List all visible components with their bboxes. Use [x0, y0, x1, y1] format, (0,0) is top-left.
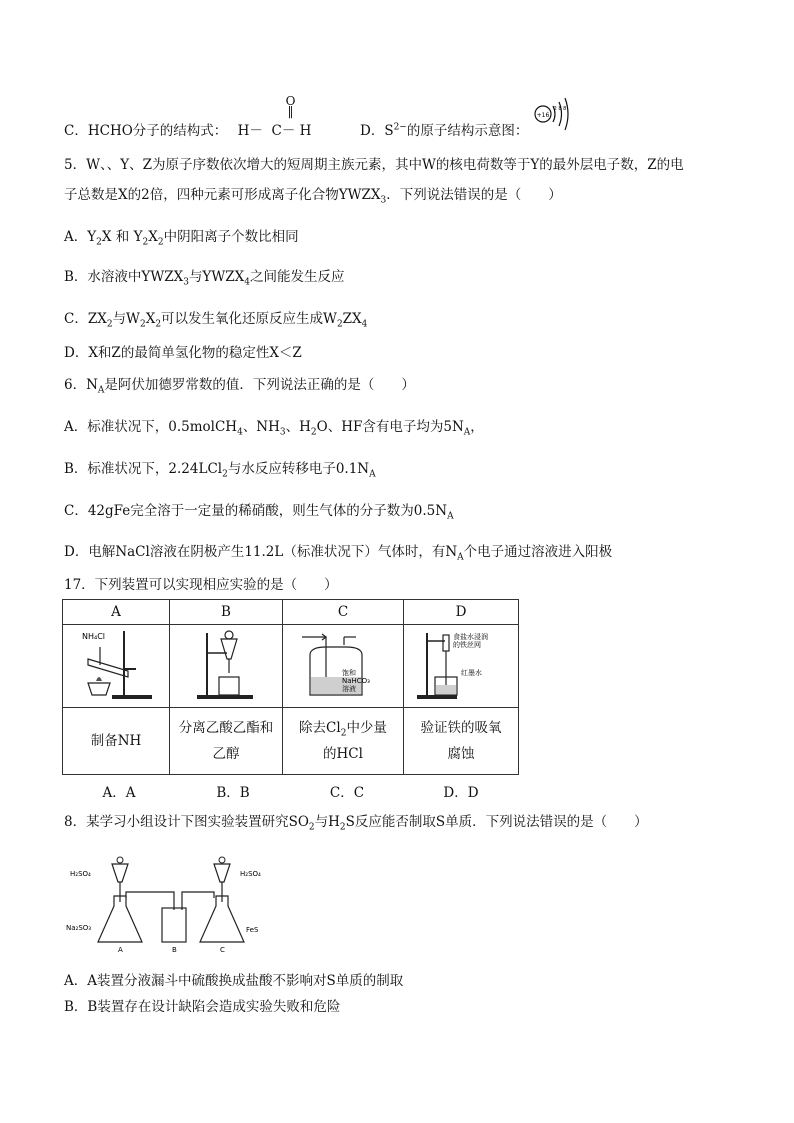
svg-text:红墨水: 红墨水 — [461, 669, 482, 677]
q5-option-a: A．$Y_2X$ 和 $Y_2X_2$中阴阳离子个数比相同 — [64, 229, 299, 248]
separatory-funnel-figure — [173, 625, 279, 703]
sulfide-ion-structure-icon — [533, 96, 573, 132]
svg-text:C: C — [220, 946, 225, 954]
svg-text:A: A — [118, 946, 123, 954]
q6-option-c: C．42gFe完全溶于一定量的稀硝酸，则生气体的分子数为$0.5N_A$ — [64, 503, 454, 522]
table-header-c: C — [283, 600, 404, 625]
q8-apparatus-figure — [62, 852, 282, 958]
carbonyl-oxygen: O ‖ — [285, 94, 296, 118]
iron-corrosion-figure — [407, 625, 515, 703]
svg-text:食盐水浸润: 食盐水浸润 — [453, 633, 488, 641]
q5-stem-line2: 子总数是X的2倍，四种元素可形成离子化合物$YWZX_3$．下列说法错误的是（ ） — [64, 187, 562, 206]
q5-option-d: D．X和Z的最简单氢化物的稳定性X＜Z — [64, 345, 302, 361]
svg-text:Na₂SO₃: Na₂SO₃ — [66, 924, 92, 932]
q4-option-d: D．$S^{2-}$的原子结构示意图： — [360, 122, 529, 139]
svg-text:2 8 8: 2 8 8 — [553, 106, 567, 112]
q6-option-b: B．标准状况下，2.24LCl$_2$与水反应转移电子$0.1N_A$ — [64, 461, 376, 480]
svg-text:的铁丝网: 的铁丝网 — [453, 641, 481, 649]
q8-option-b: B．B装置存在设计缺陷会造成实验失败和危险 — [64, 999, 341, 1015]
figure-cell-c — [283, 625, 404, 708]
cell-c-text: 除去$Cl_2$中少量 的HCl — [283, 708, 404, 775]
gas-washing-bottle-figure — [286, 625, 400, 703]
q6-option-a: A．标准状况下，0.5molCH$_4$、$NH_3$、$H_2O$、HF含有电子均为$5N_A$， — [64, 419, 484, 438]
svg-text:NH₄Cl: NH₄Cl — [82, 632, 106, 641]
q7-option-b: B．B — [216, 785, 250, 801]
figure-cell-a — [63, 625, 170, 708]
svg-text:溶液: 溶液 — [342, 685, 356, 693]
q7-options — [62, 781, 518, 801]
table-header-a: A — [63, 600, 170, 625]
q8-option-a: A．A装置分液漏斗中硫酸换成盐酸不影响对S单质的制取 — [64, 973, 404, 989]
svg-text:饱和: 饱和 — [342, 669, 356, 677]
svg-text:H₂SO₄: H₂SO₄ — [70, 870, 91, 878]
table-figure-row — [63, 625, 519, 708]
table-text-row — [63, 708, 519, 775]
q7-option-c: C．C — [329, 785, 365, 801]
cell-d-text: 验证铁的吸氧 腐蚀 — [404, 708, 519, 775]
q7-apparatus-table — [62, 599, 519, 775]
figure-cell-b — [170, 625, 283, 708]
cell-a-text: 制备NH — [63, 708, 170, 775]
q7-stem: 17．下列装置可以实现相应实验的是（ ） — [64, 577, 338, 593]
svg-text:H₂SO₄: H₂SO₄ — [240, 870, 261, 878]
svg-text:NaHCO₃: NaHCO₃ — [342, 677, 370, 685]
table-header-row — [63, 600, 519, 625]
table-header-d: D — [404, 600, 519, 625]
q5-stem-line1: 5．W、、Y、Z为原子序数依次增大的短周期主族元素，其中W的核电荷数等于Y的最外层电子数，Z的电 — [64, 157, 684, 173]
figure-cell-d — [404, 625, 519, 708]
hcho-structural-formula: O ‖ H－ C－ H — [237, 94, 312, 139]
q7-option-a: A．A — [102, 785, 136, 801]
q6-stem: 6．$N_A$是阿伏加德罗常数的值．下列说法正确的是（ ） — [64, 377, 415, 396]
q5-option-b: B．水溶液中$YWZX_3$与$YWZX_4$之间能发生反应 — [64, 269, 345, 288]
q5-option-c: C．$ZX_2$与$W_2X_2$可以发生氧化还原反应生成$W_2ZX_4$ — [64, 311, 368, 330]
svg-text:B: B — [172, 946, 177, 954]
cell-b-text: 分离乙酸乙酯和 乙醇 — [170, 708, 283, 775]
q8-stem: 8．某学习小组设计下图实验装置研究$SO_2$与$H_2S$反应能否制取S单质．下列说法错误的是（ ） — [64, 814, 648, 833]
nh3-generator-figure — [66, 625, 166, 703]
q7-option-d: D．D — [443, 785, 479, 801]
q6-option-d: D．电解NaCl溶液在阴极产生11.2L（标准状况下）气体时，有$N_A$个电子通过溶液进入阳极 — [64, 544, 613, 563]
table-header-b: B — [170, 600, 283, 625]
q4-option-c: C．HCHO分子的结构式： O ‖ H－ C－ H — [64, 94, 312, 139]
svg-text:FeS: FeS — [246, 926, 259, 934]
svg-text:+16: +16 — [536, 112, 550, 119]
